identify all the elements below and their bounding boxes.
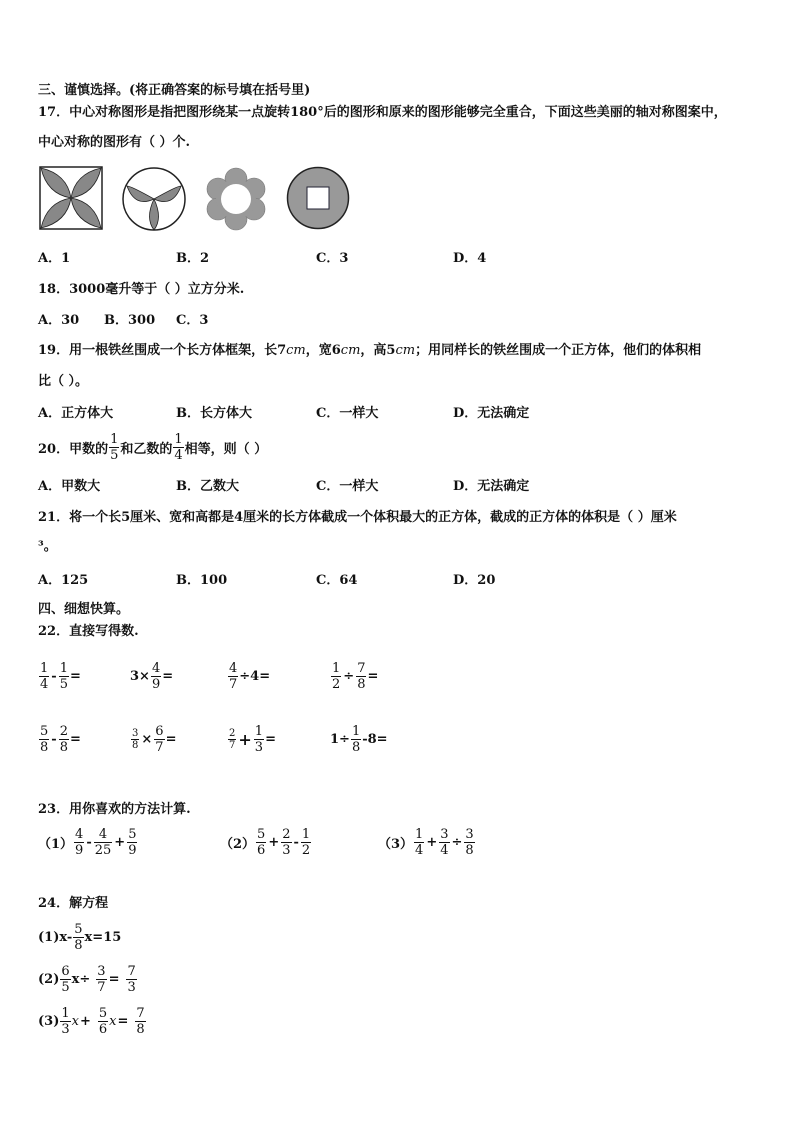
section-3-title: 三、谨慎选择。(将正确答案的标号填在括号里) (38, 83, 311, 98)
q21-option-a[interactable]: A．125 (38, 573, 89, 588)
q18-option-a[interactable]: A．30 (38, 313, 80, 328)
q22-expr-7: $\frac{2}{7}$ + $\frac{1}{3}$ = (229, 724, 276, 755)
q21-option-c[interactable]: C．64 (316, 573, 358, 588)
fraction: $\frac{5}{6}$ (98, 1006, 108, 1037)
q19-unit-height: cm (395, 343, 416, 358)
q23-title: 23．用你喜欢的方法计算. (38, 802, 191, 817)
q24-equation-1: (1)x- $\frac{5}{8}$ x=15 (38, 922, 122, 953)
fraction: $\frac{4}{7}$ (229, 661, 238, 692)
q23-part-3: （3） $\frac{1}{4}$ + $\frac{3}{4}$ ÷ $\frac{3}{8}$ (378, 827, 474, 858)
q20-text-b: 和乙数的 (120, 442, 173, 457)
fraction: $\frac{4}{9}$ (75, 827, 84, 858)
q22-expr-2: 3× $\frac{4}{9}$ = (130, 661, 174, 692)
q22-expr-6: $\frac{3}{8}$ × $\frac{6}{7}$ = (132, 724, 177, 755)
fraction: $\frac{7}{3}$ (127, 964, 136, 995)
fraction: $\frac{1}{4}$ (415, 827, 424, 858)
q18-text: 18．3000毫升等于（ ）立方分米. (38, 282, 245, 297)
q20-text (38, 432, 267, 463)
fraction: $\frac{5}{9}$ (128, 827, 137, 858)
fraction: $\frac{1}{5}$ (59, 661, 68, 692)
q24-title: 24．解方程 (38, 896, 109, 911)
fraction: $\frac{4}{25}$ (94, 827, 112, 858)
q19-unit-length: cm (286, 343, 306, 358)
fraction: $\frac{6}{5}$ (61, 964, 70, 995)
q17-option-c[interactable]: C．3 (316, 251, 349, 266)
fraction: $\frac{2}{8}$ (59, 724, 68, 755)
q19-text-b: ，宽6 (305, 343, 341, 358)
q19-text-d: ；用同样长的铁丝围成一个正方体，他们的体积相 (415, 343, 702, 358)
fraction: $\frac{4}{9}$ (151, 661, 161, 692)
q23-part-1: （1） $\frac{4}{9}$ - $\frac{4}{25}$ + $\frac{5}{9}$ (38, 827, 137, 858)
q18-option-b[interactable]: B．300 (104, 313, 156, 328)
fraction: $\frac{1}{3}$ (254, 724, 264, 755)
section-4-title: 四、细想快算。 (38, 602, 130, 617)
q17-option-d[interactable]: D．4 (453, 251, 487, 266)
fraction: $\frac{7}{8}$ (136, 1006, 145, 1037)
q19-option-a[interactable]: A．正方体大 (38, 406, 114, 421)
q20-option-d[interactable]: D．无法确定 (453, 479, 530, 494)
q20-option-c[interactable]: C．一样大 (316, 479, 379, 494)
fraction: $\frac{1}{3}$ (61, 1006, 70, 1037)
q19-text-c: ，高5 (360, 343, 396, 358)
q18-option-c[interactable]: C．3 (176, 313, 209, 328)
q22-expr-8: 1÷ $\frac{1}{8}$ -8= (330, 724, 388, 755)
q20-fraction-2: $\frac{1}{4}$ (174, 432, 183, 463)
q22-expr-5: $\frac{5}{8}$ - $\frac{2}{8}$ = (40, 724, 81, 755)
q19-text-a: 19．用一根铁丝围成一个长方体框架，长7 (38, 343, 287, 358)
q19-option-c[interactable]: C．一样大 (316, 406, 379, 421)
fraction: $\frac{7}{8}$ (357, 661, 366, 692)
q20-option-b[interactable]: B．乙数大 (176, 479, 239, 494)
fraction: $\frac{2}{3}$ (282, 827, 291, 858)
q17-line2: 中心对称的图形有（ ）个. (38, 135, 191, 150)
three-petal-circle-icon (121, 166, 187, 232)
q24-equation-2: (2) $\frac{6}{5}$ x÷ $\frac{3}{7}$ = $\frac{7}{3}$ (38, 964, 136, 995)
fraction: $\frac{3}{4}$ (440, 827, 449, 858)
fraction: $\frac{1}{4}$ (40, 661, 49, 692)
q22-expr-4: $\frac{1}{2}$ ÷ $\frac{7}{8}$ = (332, 661, 379, 692)
flower-ring-icon (203, 166, 269, 232)
q21-line1: 21．将一个长5厘米、宽和高都是4厘米的长方体截成一个体积最大的正方体，截成的正方体的体积是（ ）厘米 (38, 510, 677, 525)
fraction: $\frac{2}{7}$ (229, 728, 236, 751)
q19-line1 (38, 343, 701, 359)
q17-option-b[interactable]: B．2 (176, 251, 210, 266)
q17-line1: 17．中心对称图形是指把图形绕某一点旋转180°后的图形和原来的图形能够完全重合，下面这些美丽的轴对称图案中， (38, 105, 727, 120)
fraction: $\frac{5}{8}$ (74, 922, 83, 953)
fraction: $\frac{1}{8}$ (351, 724, 361, 755)
q21-option-b[interactable]: B．100 (176, 573, 228, 588)
q24-equation-3: (3) $\frac{1}{3}$ x + $\frac{5}{6}$ x = $\frac{7}{8}$ (38, 1006, 145, 1037)
q20-text-a: 20．甲数的 (38, 442, 109, 457)
fraction: $\frac{1}{2}$ (301, 827, 311, 858)
coin-square-hole-icon (286, 166, 350, 230)
fraction: $\frac{3}{8}$ (465, 827, 474, 858)
q20-text-c: 相等，则（ ） (184, 442, 268, 457)
fraction: $\frac{6}{7}$ (155, 724, 164, 755)
fraction: $\frac{3}{7}$ (97, 964, 106, 995)
q20-option-a[interactable]: A．甲数大 (38, 479, 101, 494)
q19-unit-width: cm (340, 343, 361, 358)
q20-fraction-1: $\frac{1}{5}$ (110, 432, 119, 463)
q17-option-a[interactable]: A．1 (38, 251, 71, 266)
fraction: $\frac{3}{8}$ (132, 728, 139, 751)
q21-option-d[interactable]: D．20 (453, 573, 496, 588)
fraction: $\frac{1}{2}$ (332, 661, 341, 692)
q22-title: 22．直接写得数. (38, 624, 139, 639)
four-petal-square-icon (39, 166, 103, 230)
q19-option-b[interactable]: B．长方体大 (176, 406, 252, 421)
fraction: $\frac{5}{6}$ (257, 827, 266, 858)
q19-line2: 比（ ）。 (38, 374, 89, 389)
q21-line2: ³。 (38, 539, 57, 554)
q22-expr-1: $\frac{1}{4}$ - $\frac{1}{5}$ = (40, 661, 81, 692)
q19-option-d[interactable]: D．无法确定 (453, 406, 530, 421)
q22-expr-3: $\frac{4}{7}$ ÷4= (229, 661, 271, 692)
q23-part-2: （2） $\frac{5}{6}$ + $\frac{2}{3}$ - $\frac{1}{2}$ (220, 827, 311, 858)
fraction: $\frac{5}{8}$ (40, 724, 49, 755)
